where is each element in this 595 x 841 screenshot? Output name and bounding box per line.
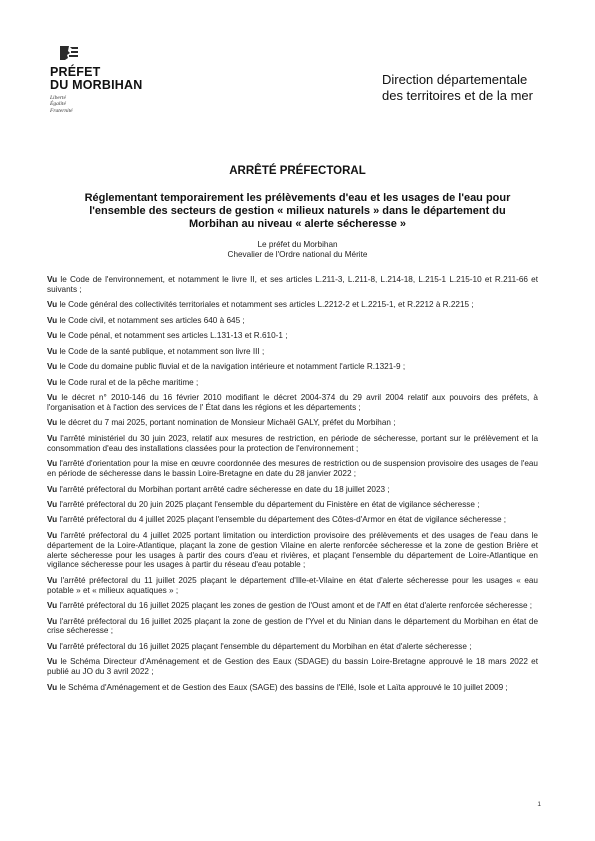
visa-item bbox=[47, 393, 538, 413]
visa-text: le Code de la santé publique, et notamment son livre III ; bbox=[59, 346, 265, 356]
visa-item bbox=[47, 275, 538, 295]
marianne-icon bbox=[56, 44, 82, 62]
visa-keyword: Vu bbox=[47, 575, 58, 585]
visa-item bbox=[47, 418, 538, 428]
signing-authority bbox=[0, 240, 595, 260]
visa-text: le décret du 7 mai 2025, portant nomination de Monsieur Michaël GALY, préfet du Morbihan ; bbox=[59, 418, 396, 428]
visa-item bbox=[47, 515, 538, 525]
visa-text: l'arrêté d'orientation pour la mise en œuvre coordonnée des mesures de restriction ou de suspension provisoire des usages de l'eau en période de sécheresse dans le bassin Loire-Bretagne en date du 28 janvier 2022 ; bbox=[47, 459, 538, 479]
visa-text: l'arrêté ministériel du 30 juin 2023, relatif aux mesures de restriction, en période de sécheresse, portant sur le prélèvement et la consommation d'eau des installations classées pour la protection de l'environnement ; bbox=[47, 433, 538, 453]
visa-keyword: Vu bbox=[47, 346, 58, 356]
subtitle-line: Réglementant temporairement les prélèvements d'eau et les usages de l'eau pour bbox=[84, 192, 511, 204]
visa-text: l'arrêté préfectoral du 16 juillet 2025 plaçant l'ensemble du département du Morbihan en état d'alerte sécheresse ; bbox=[59, 641, 472, 651]
visa-keyword: Vu bbox=[47, 682, 58, 692]
visa-text: l'arrêté préfectoral du 4 juillet 2025 plaçant l'ensemble du département des Côtes-d'Armor en état de vigilance sécheresse ; bbox=[59, 515, 507, 525]
visa-item bbox=[47, 500, 538, 510]
visa-text: l'arrêté préfectoral du 16 juillet 2025 plaçant la zone de gestion de l'Yvel et du Ninian dans le département du Morbihan en état de crise sécheresse ; bbox=[47, 616, 538, 636]
visa-text: le Schéma Directeur d'Aménagement et de Gestion des Eaux (SDAGE) du bassin Loire-Bretagne approuvé le 18 mars 2022 et publié au JO du 3 avril 2022 ; bbox=[47, 657, 539, 677]
visa-item bbox=[47, 434, 538, 454]
prefet-title-line1: PRÉFET bbox=[50, 65, 101, 79]
visa-keyword: Vu bbox=[47, 601, 58, 611]
republic-motto bbox=[50, 95, 170, 114]
document-subtitle bbox=[55, 192, 540, 231]
visa-text: le décret n° 2010-146 du 16 février 2010 modifiant le décret 2004-374 du 29 avril 2004 relatif aux pouvoirs des préfets, à l'organisation et à l'action des services de l' État dans les régions et les départements ; bbox=[47, 393, 538, 412]
direction-line1: Direction départementale bbox=[381, 72, 528, 87]
visa-text: l'arrêté préfectoral du 20 juin 2025 plaçant l'ensemble du département du Finistère en état de vigilance sécheresse ; bbox=[59, 500, 480, 509]
visa-item bbox=[47, 683, 538, 693]
visa-keyword: Vu bbox=[47, 616, 58, 626]
visa-text: le Code général des collectivités territoriales et notamment ses articles L.2212-2 et L.2215-1, et R.2212 à R.2215 ; bbox=[59, 300, 474, 310]
visa-item bbox=[47, 576, 538, 596]
visa-keyword: Vu bbox=[47, 362, 58, 372]
visa-keyword: Vu bbox=[47, 418, 58, 428]
visa-keyword: Vu bbox=[47, 331, 58, 341]
visa-item bbox=[47, 362, 538, 372]
issuing-direction bbox=[382, 72, 533, 104]
visa-item bbox=[47, 331, 538, 341]
visa-keyword: Vu bbox=[47, 377, 58, 387]
direction-line2: des territoires et de la mer bbox=[381, 88, 533, 103]
visa-item bbox=[47, 347, 538, 357]
visa-text: l'arrêté préfectoral du 4 juillet 2025 portant limitation ou interdiction provisoire des prélèvements et des usages de l'eau dans le département de la Loire-Atlantique, plaçant la zone de gestion Vilaine en alerte renforcée sécheresse et la zone de gestion Brière et alerte sécheresse pour les usages à partir des cours d'eau et rivières, et plaçant l'ensemble du département de Loire-Atlantique en vigilance sécheresse pour les usages à partir du réseau d'eau potable ; bbox=[47, 530, 538, 570]
visa-text: l'arrêté préfectoral du Morbihan portant arrêté cadre sécheresse en date du 18 juillet 2023 ; bbox=[59, 484, 390, 494]
visa-item bbox=[47, 459, 538, 479]
visa-text: le Code pénal, et notamment ses articles L.131-13 et R.610-1 ; bbox=[59, 331, 288, 341]
document-title: ARRÊTÉ PRÉFECTORAL bbox=[229, 165, 366, 177]
visa-item bbox=[47, 485, 538, 495]
visa-keyword: Vu bbox=[47, 530, 58, 540]
visa-text: l'arrêté préfectoral du 11 juillet 2025 plaçant le département d'Ille-et-Vilaine en état d'alerte sécheresse pour les usages « eau potable » et « milieux aquatiques » ; bbox=[47, 575, 538, 595]
visa-text: le Code du domaine public fluvial et de la navigation intérieure et notamment l'article R.1321-9 ; bbox=[59, 362, 406, 372]
visa-item bbox=[47, 642, 538, 652]
visa-keyword: Vu bbox=[47, 484, 58, 494]
visa-keyword: Vu bbox=[47, 433, 58, 443]
motto-egalite: Égalité bbox=[50, 101, 66, 108]
visa-item bbox=[47, 601, 538, 611]
visa-list bbox=[47, 275, 538, 698]
page-number: 1 bbox=[537, 801, 541, 808]
motto-liberte: Liberté bbox=[50, 95, 66, 101]
visa-text: le Code civil, et notamment ses articles 640 à 645 ; bbox=[59, 315, 245, 325]
visa-item bbox=[47, 300, 538, 310]
visa-item bbox=[47, 531, 538, 570]
visa-keyword: Vu bbox=[47, 515, 58, 525]
visa-keyword: Vu bbox=[47, 275, 58, 284]
subtitle-line: Morbihan au niveau « alerte sécheresse » bbox=[188, 218, 407, 230]
visa-item bbox=[47, 617, 538, 637]
prefet-title-line2: DU MORBIHAN bbox=[50, 78, 143, 92]
authority-name: Le préfet du Morbihan bbox=[257, 240, 338, 249]
authority-distinction: Chevalier de l'Ordre national du Mérite bbox=[227, 250, 368, 259]
motto-fraternite: Fraternité bbox=[50, 107, 73, 114]
prefecture-logo bbox=[50, 44, 170, 114]
visa-keyword: Vu bbox=[47, 657, 58, 667]
visa-item bbox=[47, 378, 538, 388]
visa-item bbox=[47, 316, 538, 326]
visa-keyword: Vu bbox=[47, 459, 58, 469]
visa-text: le Code rural et de la pêche maritime ; bbox=[59, 377, 199, 387]
visa-keyword: Vu bbox=[47, 641, 58, 651]
visa-keyword: Vu bbox=[47, 300, 58, 310]
visa-item bbox=[47, 657, 538, 677]
visa-text: le Code de l'environnement, et notamment le livre II, et ses articles L.211-3, L.211-8, L.214-18, L.215-1 L.215-10 et R.211-66 et suivants ; bbox=[47, 275, 538, 294]
visa-keyword: Vu bbox=[47, 500, 58, 509]
subtitle-line: l'ensemble des secteurs de gestion « milieux naturels » dans le département du bbox=[89, 205, 506, 217]
visa-text: le Schéma d'Aménagement et de Gestion des Eaux (SAGE) des bassins de l'Ellé, Isole et Laïta approuvé le 10 juillet 2009 ; bbox=[59, 682, 508, 692]
visa-keyword: Vu bbox=[47, 393, 58, 403]
visa-text: l'arrêté préfectoral du 16 juillet 2025 plaçant les zones de gestion de l'Oust amont et de l'Aff en état d'alerte renforcée sécheresse ; bbox=[59, 601, 533, 611]
visa-keyword: Vu bbox=[47, 315, 58, 325]
